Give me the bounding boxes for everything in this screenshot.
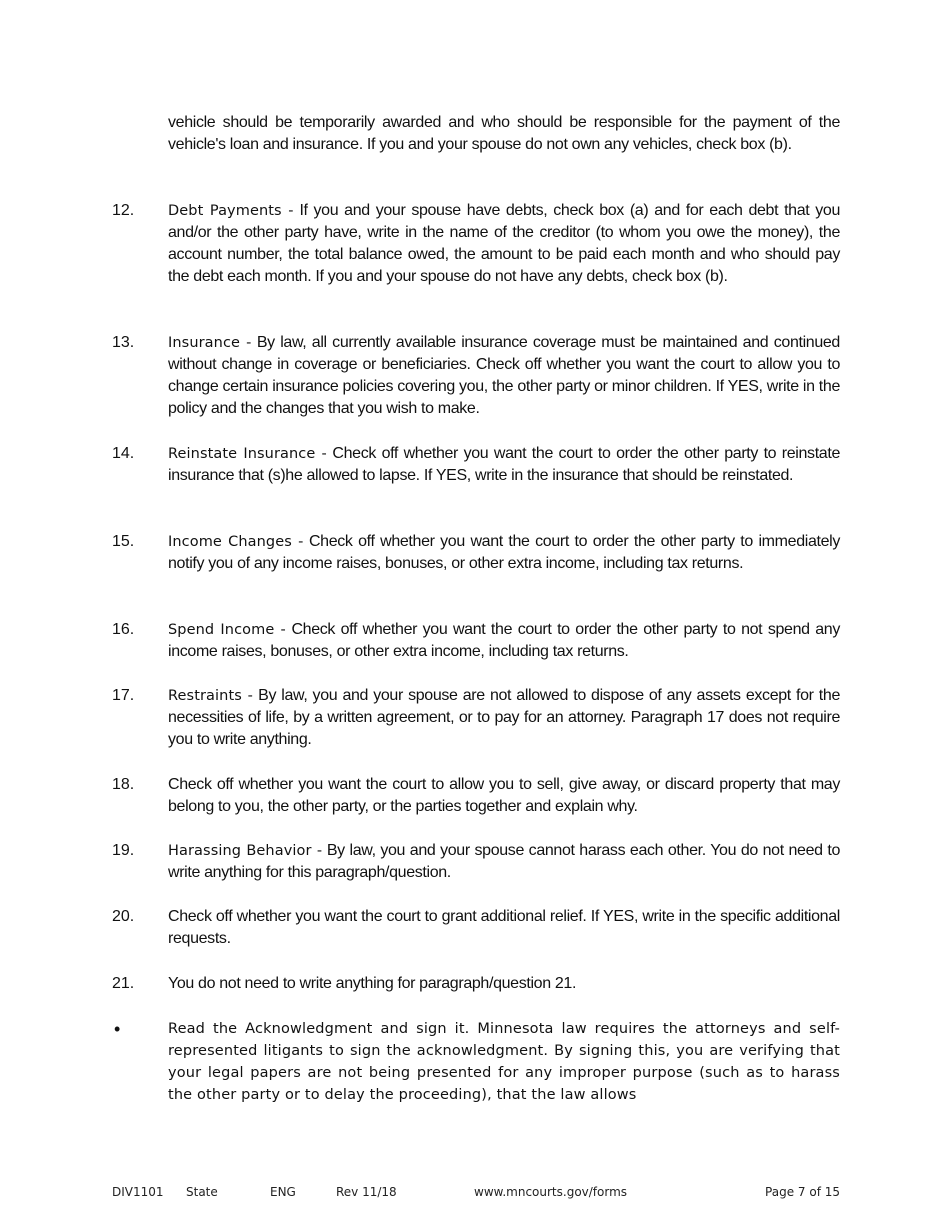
item-heading: Harassing Behavior - <box>168 843 323 859</box>
footer-form-id: DIV1101 <box>112 1185 164 1199</box>
bullet-symbol: • <box>114 1019 121 1039</box>
item-body: Check off whether you want the court to grant additional relief. If YES, write in the specific additional requests. <box>168 908 840 947</box>
item-number: 20. <box>112 908 135 925</box>
item-body: Check off whether you want the court to order the other party to immediately notify you of any income raises, bonuses, or other extra income, including tax returns. <box>168 533 840 572</box>
item-text <box>168 332 840 420</box>
item-text <box>168 906 840 950</box>
item-text <box>168 774 840 818</box>
item-heading: Insurance - <box>168 335 252 351</box>
continuation-paragraph: vehicle should be temporarily awarded and who should be responsible for the payment of the vehicle's loan and insurance. If you and your spouse do not own any vehicles, check box (b). <box>168 114 840 153</box>
item-body: Check off whether you want the court to order the other party to reinstate insurance that (s)he allowed to lapse. If YES, write in the insurance that should be reinstated. <box>168 445 840 484</box>
item-heading: Restraints - <box>168 688 253 704</box>
footer-language: ENG <box>270 1185 296 1199</box>
footer-revision: Rev 11/18 <box>336 1185 397 1199</box>
item-number: 19. <box>112 842 135 859</box>
item-heading: Reinstate Insurance - <box>168 446 327 462</box>
item-number: 18. <box>112 776 135 793</box>
item-text <box>168 973 840 995</box>
item-number: 17. <box>112 687 135 704</box>
item-text <box>168 531 840 575</box>
footer-state: State <box>186 1185 218 1199</box>
item-number: 12. <box>112 202 135 219</box>
item-heading: Debt Payments - <box>168 203 294 219</box>
item-text <box>168 685 840 751</box>
item-heading: Income Changes - <box>168 534 304 550</box>
item-number: 13. <box>112 334 135 351</box>
item-number: 16. <box>112 621 135 638</box>
footer-url: www.mncourts.gov/forms <box>474 1185 628 1199</box>
item-number: 14. <box>112 445 135 462</box>
footer-page-number: Page 7 of 15 <box>765 1185 840 1199</box>
item-text <box>168 443 840 487</box>
item-body: By law, all currently available insurance coverage must be maintained and continued without change in coverage or beneficiaries. Check off whether you want the court to allow you to change certain insurance policies covering you, the other party or minor children. If YES, write in the policy and the changes that you wish to make. <box>168 334 840 417</box>
item-text <box>168 619 840 663</box>
item-body: Check off whether you want the court to order the other party to not spend any income raises, bonuses, or other extra income, including tax returns. <box>168 621 840 660</box>
item-text <box>168 840 840 884</box>
item-body: Check off whether you want the court to allow you to sell, give away, or discard property that may belong to you, the other party, or the parties together and explain why. <box>168 776 840 815</box>
bullet-text: Read the Acknowledgment and sign it. Minnesota law requires the attorneys and self-represented litigants to sign the acknowledgment. By signing this, you are verifying that your legal papers are not being presented for any improper purpose (such as to harass the other party or to delay the proceeding), that the law allows <box>168 1021 840 1103</box>
item-body: By law, you and your spouse are not allowed to dispose of any assets except for the necessities of life, by a written agreement, or to pay for an attorney. Paragraph 17 does not require you to write anything. <box>168 687 840 748</box>
item-body: If you and your spouse have debts, check box (a) and for each debt that you and/or the other party have, write in the name of the creditor (to whom you owe the money), the account number, the total balance owed, the amount to be paid each month and who should pay the debt each month. If you and your spouse do not have any debts, check box (b). <box>168 202 841 285</box>
page-footer <box>112 1185 840 1203</box>
item-body: By law, you and your spouse cannot harass each other. You do not need to write anything for this paragraph/question. <box>168 842 840 881</box>
item-heading: Spend Income - <box>168 622 286 638</box>
item-number: 21. <box>112 975 135 992</box>
item-number: 15. <box>112 533 135 550</box>
item-body: You do not need to write anything for paragraph/question 21. <box>168 975 577 992</box>
item-text <box>168 200 840 288</box>
